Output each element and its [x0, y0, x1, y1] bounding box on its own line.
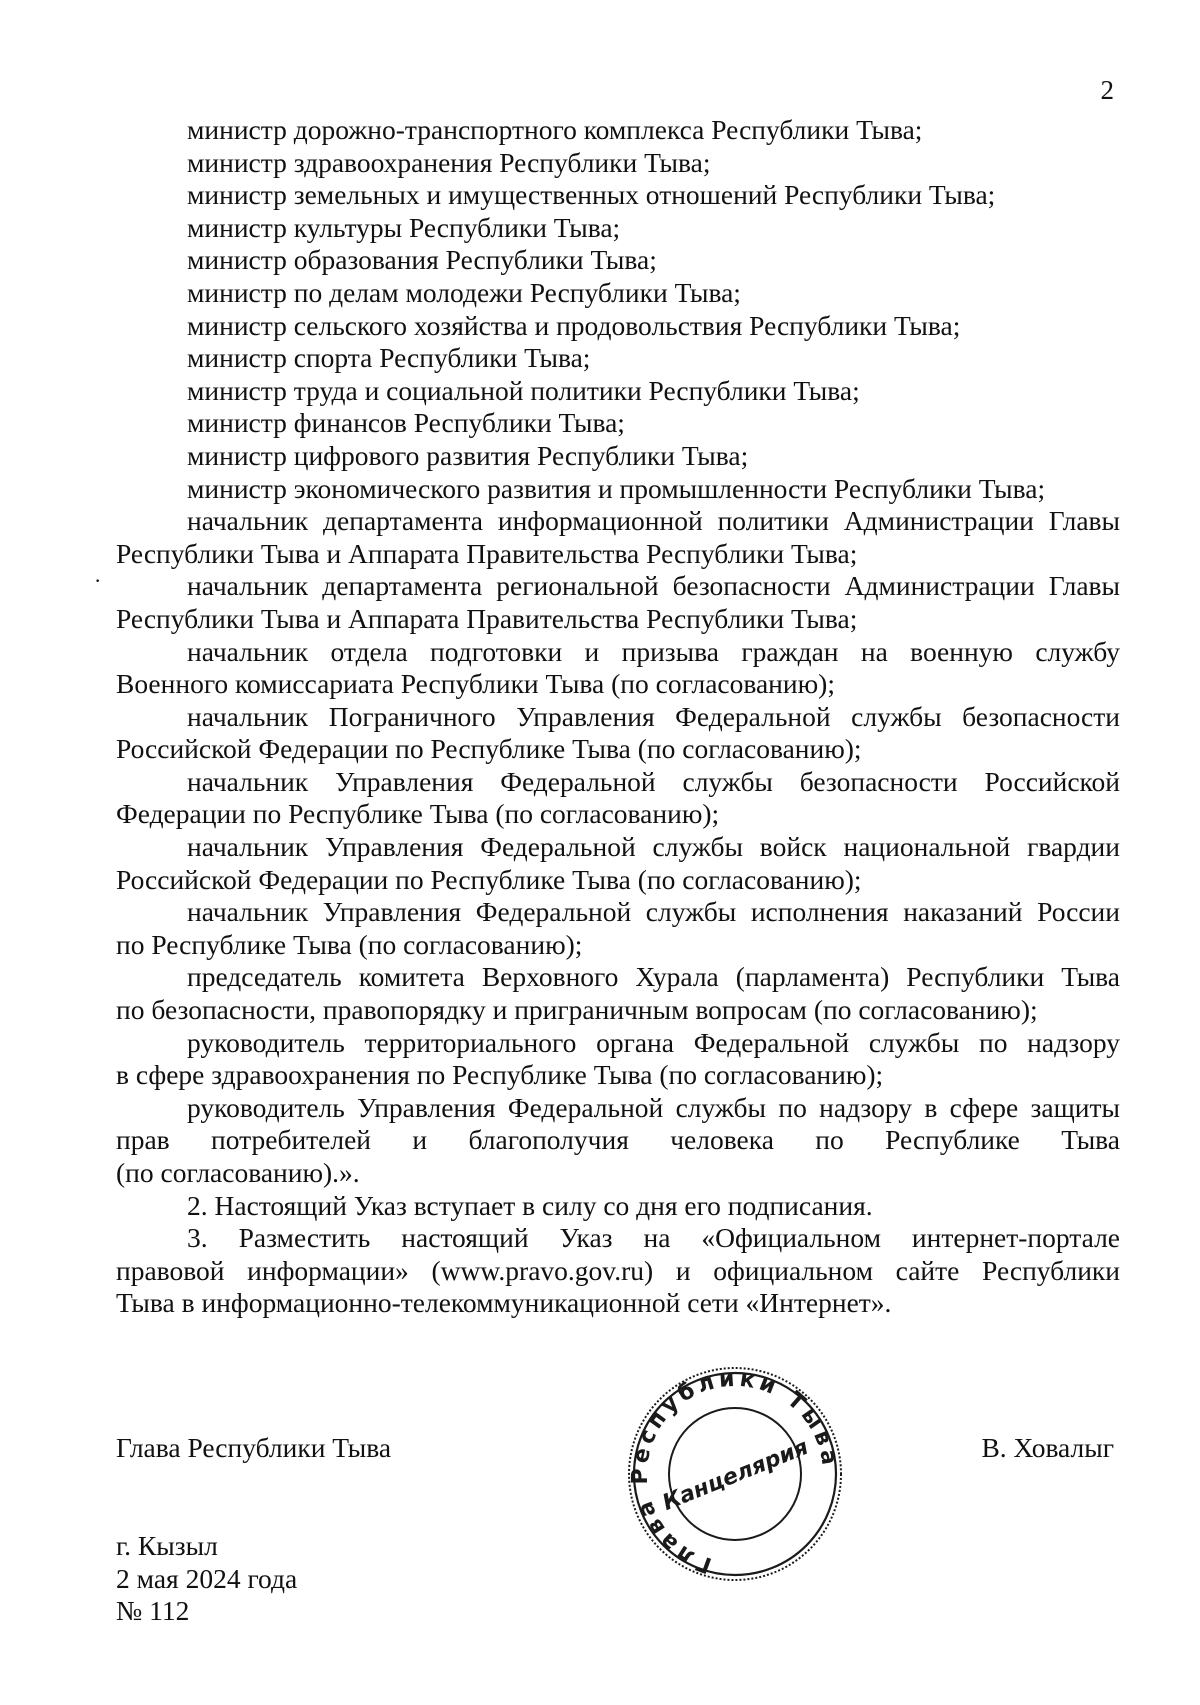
list-item: министр экономического развития и промышленности Республики Тыва; — [187, 472, 1046, 504]
list-item: министр образования Республики Тыва; — [187, 244, 657, 276]
list-item — [116, 961, 1120, 1026]
list-item: министр труда и социальной политики Республики Тыва; — [187, 374, 860, 406]
place-date-block — [116, 1530, 297, 1628]
list-item: министр культуры Республики Тыва; — [187, 211, 621, 243]
place: г. Кызыл — [116, 1530, 218, 1561]
list-item-line: руководитель Управления Федеральной службы по надзору в сфере защиты — [187, 1091, 1120, 1123]
list-item: министр здравоохранения Республики Тыва; — [187, 146, 711, 178]
list-item-line: председатель комитета Верховного Хурала (парламента) Республики Тыва — [187, 961, 1120, 993]
list-item — [116, 1027, 1120, 1092]
list-item-line: Российской Федерации по Республике Тыва (по согласованию); — [116, 863, 862, 895]
clause-3-line: 3. Разместить настоящий Указ на «Официальном интернет-портале — [187, 1222, 1120, 1254]
list-item-line: Республики Тыва и Аппарата Правительства Республики Тыва; — [116, 602, 858, 634]
document-body — [116, 114, 1120, 1320]
list-item-line: начальник департамента региональной безопасности Администрации Главы — [187, 570, 1120, 602]
list-item — [116, 505, 1120, 570]
clause-3-line: правовой информации» (www.pravo.gov.ru) и официальном сайте Республики — [116, 1254, 1120, 1286]
stamp-seal-icon — [624, 1362, 846, 1590]
list-item — [116, 831, 1120, 896]
official-stamp — [624, 1362, 846, 1590]
list-item — [116, 701, 1120, 766]
heads-list — [116, 505, 1120, 1189]
list-item — [116, 1092, 1120, 1190]
list-item — [116, 636, 1120, 701]
list-item: министр земельных и имущественных отношений Республики Тыва; — [187, 179, 996, 211]
list-item-line: Федерации по Республике Тыва (по согласованию); — [116, 798, 720, 830]
page-number: 2 — [1100, 75, 1114, 105]
list-item-line: Российской Федерации по Республике Тыва (по согласованию); — [116, 733, 862, 765]
document-number: № 112 — [116, 1595, 190, 1627]
list-item-line: начальник отдела подготовки и призыва граждан на военную службу — [187, 635, 1120, 667]
clause-3-line: Тыва в информационно-телекоммуникационной сети «Интернет». — [116, 1287, 892, 1319]
ministers-list — [116, 114, 1120, 505]
clause-3 — [116, 1222, 1120, 1320]
list-item-line: в сфере здравоохранения по Республике Тыва (по согласованию); — [116, 1059, 884, 1091]
list-item-line: начальник Управления Федеральной службы исполнения наказаний России — [187, 896, 1120, 928]
list-item: министр по делам молодежи Республики Тыва; — [187, 276, 741, 308]
list-item: министр финансов Республики Тыва; — [187, 407, 625, 439]
list-item — [116, 766, 1120, 831]
list-item-line: по безопасности, правопорядку и приграничным вопросам (по согласованию); — [116, 994, 1038, 1026]
list-item-line: начальник Управления Федеральной службы безопасности Российской — [187, 765, 1120, 797]
list-item: министр сельского хозяйства и продовольствия Республики Тыва; — [187, 309, 961, 341]
list-item-line: (по согласованию).». — [116, 1157, 360, 1188]
list-item-line: Военного комиссариата Республики Тыва (по согласованию); — [116, 668, 835, 700]
list-item-line: прав потребителей и благополучия человека по Республике Тыва — [116, 1124, 1120, 1156]
list-item-line: начальник Управления Федеральной службы войск национальной гвардии — [187, 831, 1120, 863]
list-item-line: руководитель территориального органа Федеральной службы по надзору — [187, 1026, 1120, 1058]
signature-position: Глава Республики Тыва — [116, 1432, 392, 1463]
list-item: министр цифрового развития Республики Тыва; — [187, 439, 749, 471]
list-item-line: начальник департамента информационной политики Администрации Главы — [187, 505, 1120, 537]
list-item-line: Республики Тыва и Аппарата Правительства Республики Тыва; — [116, 537, 858, 569]
list-item-line: начальник Пограничного Управления Федеральной службы безопасности — [187, 700, 1120, 732]
list-item-line: по Республике Тыва (по согласованию); — [116, 928, 583, 960]
stamp-ring-text: Глава Республики Тыва — [627, 1366, 843, 1578]
list-item: министр спорта Республики Тыва; — [187, 342, 591, 374]
stamp-center-text: Канцелярия — [659, 1434, 813, 1516]
list-item: министр дорожно-транспортного комплекса Республики Тыва; — [187, 114, 923, 145]
signature-name: В. Ховалыг — [981, 1432, 1114, 1463]
list-item — [116, 570, 1120, 635]
list-item — [116, 896, 1120, 961]
clause-2: 2. Настоящий Указ вступает в силу со дня его подписания. — [187, 1189, 873, 1221]
margin-dot: · — [94, 568, 102, 593]
date: 2 мая 2024 года — [116, 1562, 298, 1594]
